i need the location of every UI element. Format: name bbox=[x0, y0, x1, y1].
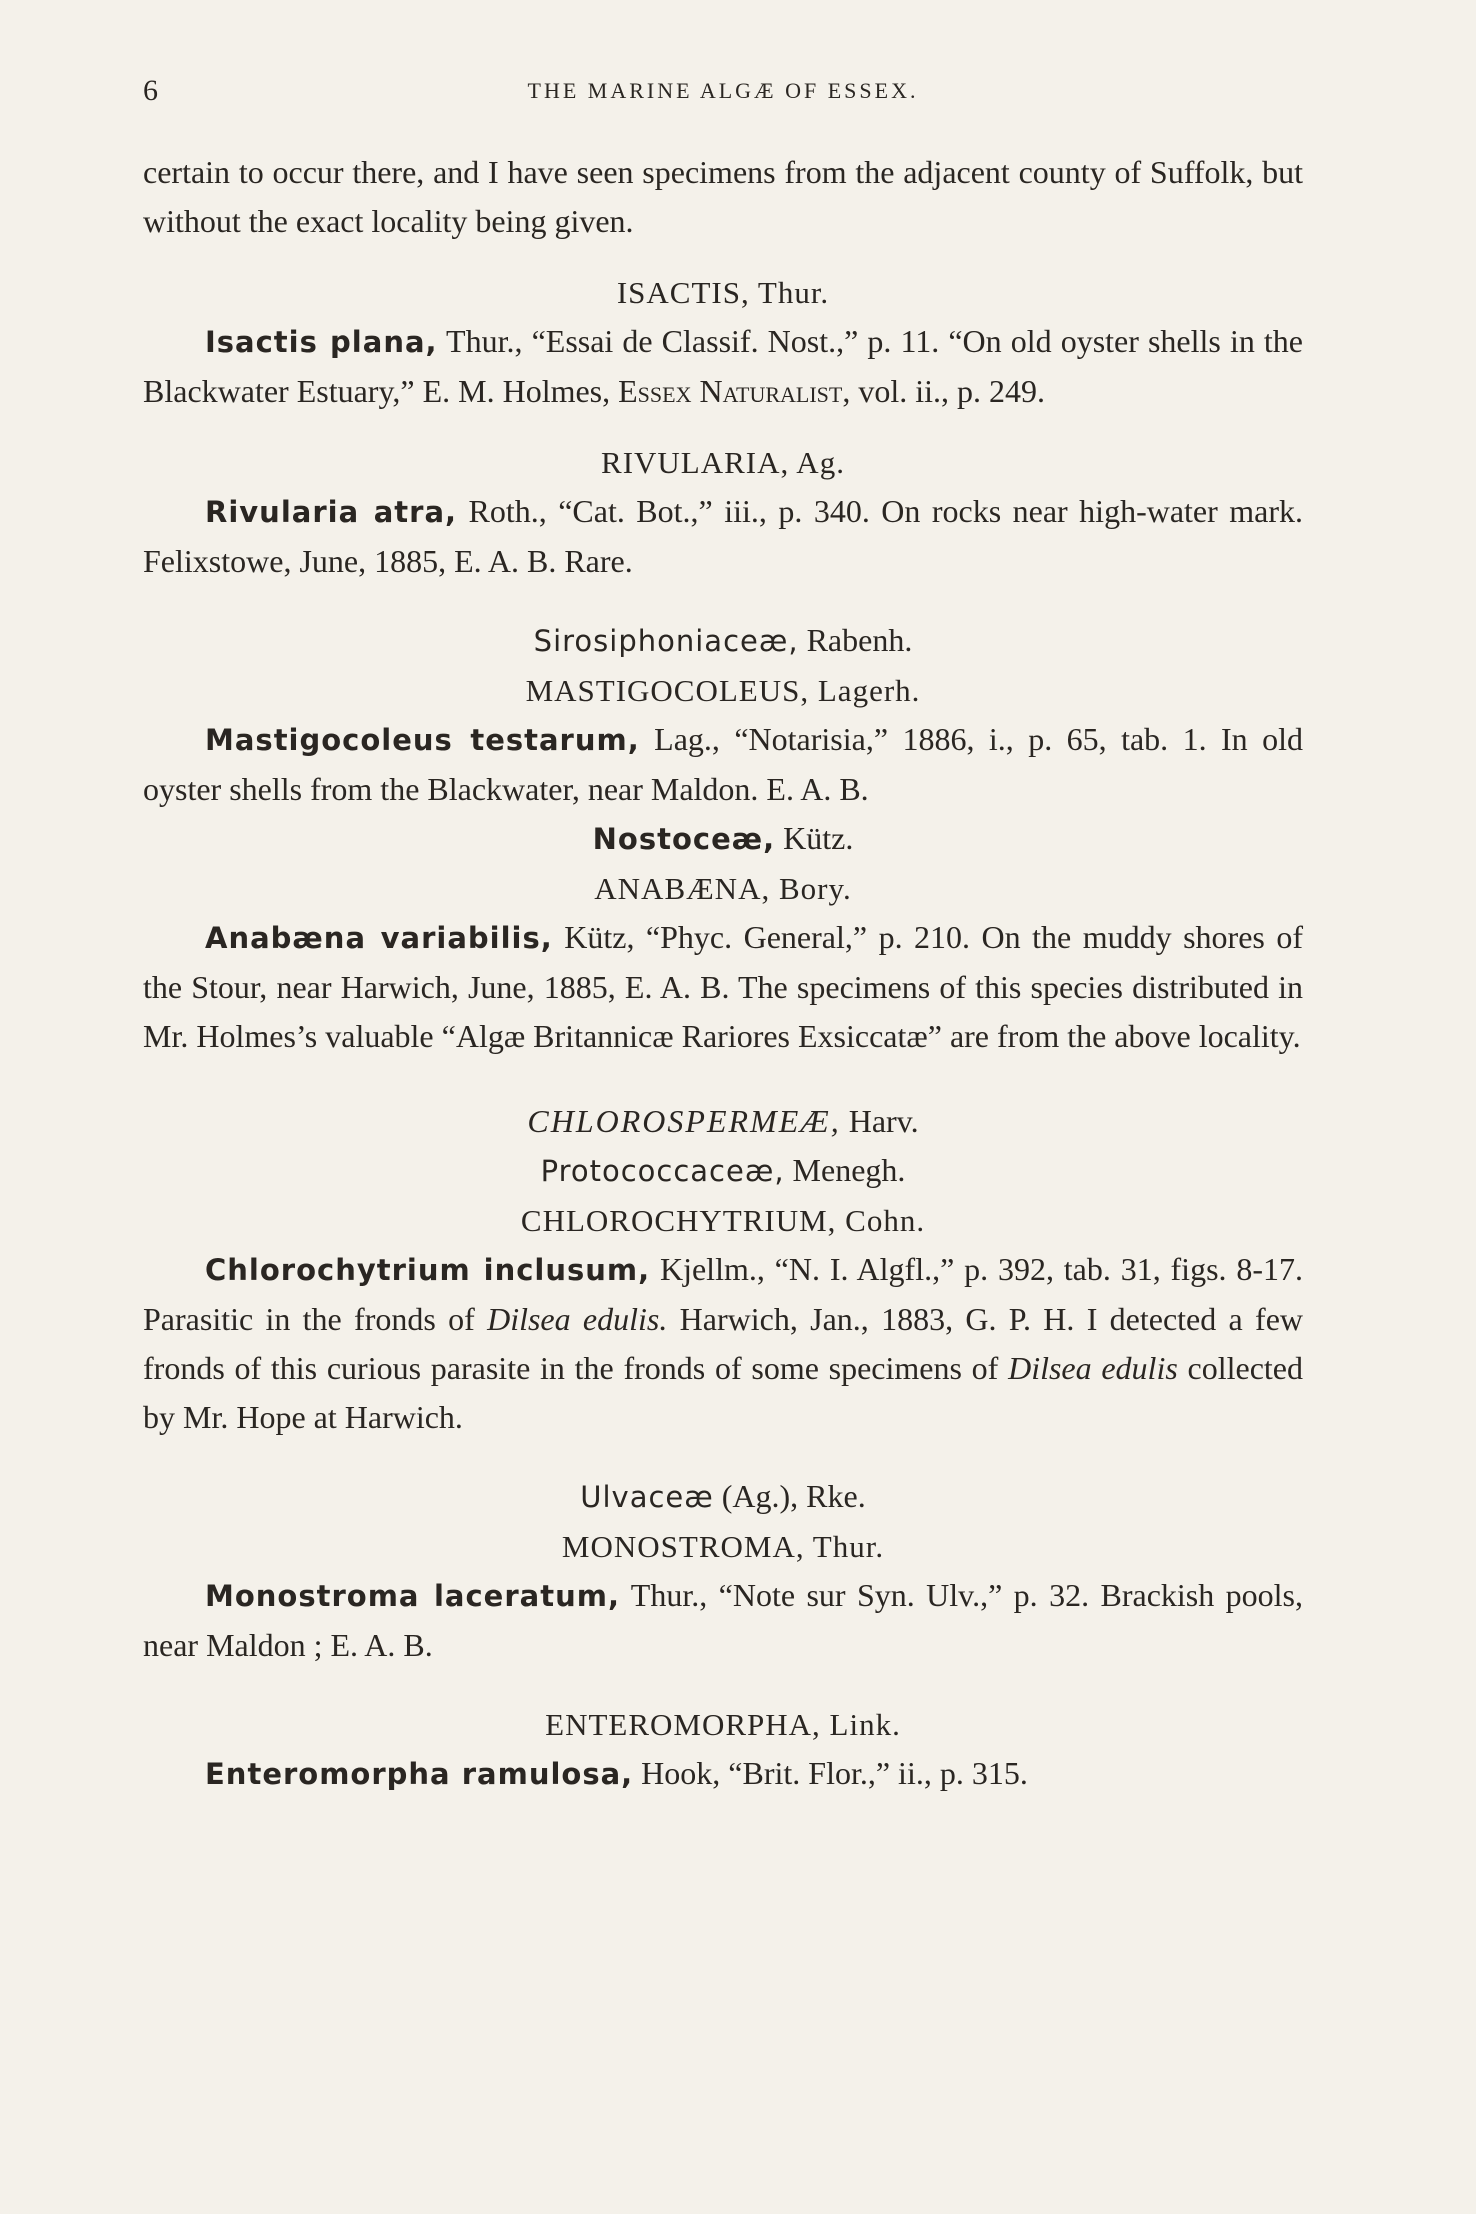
species-name: Rivularia atra, bbox=[205, 495, 458, 529]
species-citation: Harwich, Jan., 1883, G. P. H. I detected a few fronds of this curious parasite in the fronds of some specimens of bbox=[143, 1301, 1304, 1386]
species-citation: Kjellm., “N. I. Algfl.,” p. 392, tab. 31, figs. 8-17. Parasitic in the fronds of bbox=[143, 1251, 1304, 1337]
species-entry-chlorochytrium bbox=[143, 1245, 1303, 1442]
family-heading-sirosiphoniaceae bbox=[143, 616, 1303, 666]
order-author: Harv. bbox=[840, 1103, 919, 1139]
species-entry-monostroma bbox=[143, 1571, 1303, 1670]
species-name: Chlorochytrium inclusum, bbox=[205, 1253, 651, 1287]
genus-heading-mastigocoleus: MASTIGOCOLEUS, Lagerh. bbox=[525, 673, 921, 708]
genus-heading-enteromorpha: ENTEROMORPHA, Link. bbox=[545, 1707, 901, 1742]
genus-heading-chlorochytrium: CHLOROCHYTRIUM, Cohn. bbox=[520, 1203, 926, 1238]
page-body bbox=[143, 148, 1303, 1799]
page-header bbox=[143, 74, 1303, 114]
family-name: Protococcaceæ, bbox=[540, 1154, 785, 1188]
species-entry-rivularia bbox=[143, 487, 1303, 586]
order-heading-chlorospermeae bbox=[143, 1097, 1303, 1146]
host-species-name: Dilsea edulis bbox=[1008, 1350, 1178, 1386]
intro-paragraph: certain to occur there, and I have seen specimens from the adjacent county of Suffolk, but without the exact locality being given. bbox=[143, 154, 1303, 239]
species-entry-anabaena bbox=[143, 913, 1303, 1061]
species-name: Enteromorpha ramulosa, bbox=[205, 1757, 634, 1791]
species-citation: Hook, “Brit. Flor.,” ii., p. 315. bbox=[633, 1755, 1028, 1791]
family-author: (Ag.), Rke. bbox=[713, 1478, 866, 1514]
family-author: Rabenh. bbox=[798, 622, 913, 658]
species-name: Monostroma laceratum, bbox=[205, 1579, 620, 1613]
genus-heading-isactis: ISACTIS, Thur. bbox=[616, 275, 830, 310]
page-number: 6 bbox=[143, 74, 158, 107]
species-name: Anabæna variabilis, bbox=[205, 921, 553, 955]
genus-heading-anabaena: ANABÆNA, Bory. bbox=[594, 871, 852, 906]
journal-name: Essex Naturalist bbox=[618, 373, 843, 409]
species-citation: , vol. ii., p. 249. bbox=[842, 373, 1046, 409]
family-name: Nostoceæ, bbox=[592, 822, 776, 856]
family-name: Ulvaceæ bbox=[580, 1480, 714, 1514]
species-entry-enteromorpha bbox=[143, 1749, 1303, 1799]
family-author: Kütz. bbox=[775, 820, 854, 856]
host-species-name: Dilsea edulis. bbox=[487, 1301, 668, 1337]
genus-heading-monostroma: MONOSTROMA, Thur. bbox=[561, 1529, 885, 1564]
family-name: Sirosiphoniaceæ, bbox=[533, 624, 799, 658]
family-heading-protococcaceae bbox=[143, 1146, 1303, 1196]
family-author: Menegh. bbox=[784, 1152, 906, 1188]
genus-heading-rivularia: RIVULARIA, Ag. bbox=[601, 445, 845, 480]
species-citation: Kütz, “Phyc. General,” p. 210. On the muddy shores of the Stour, near Harwich, June, 1885, E. A. B. The specimens of this species distributed in Mr. Holmes’s valuable “Algæ Britannicæ Rariores Exsiccatæ” are from the above locality. bbox=[143, 919, 1303, 1054]
species-citation: collected by Mr. Hope at Harwich. bbox=[143, 1350, 1304, 1435]
family-heading-nostoceae bbox=[143, 814, 1303, 864]
species-citation: Roth., “Cat. Bot.,” iii., p. 340. On rocks near high-water mark. Felixstowe, June, 1885, E. A. B. Rare. bbox=[143, 493, 1304, 579]
species-citation: Lag., “Notarisia,” 1886, i., p. 65, tab. 1. In old oyster shells from the Blackwater, near Maldon. E. A. B. bbox=[143, 721, 1303, 807]
running-title: THE MARINE ALGÆ OF ESSEX. bbox=[527, 78, 919, 103]
species-entry-isactis bbox=[143, 317, 1303, 416]
species-citation: Thur., “Note sur Syn. Ulv.,” p. 32. Brackish pools, near Maldon ; E. A. B. bbox=[143, 1577, 1303, 1663]
order-name: CHLOROSPERMEÆ, bbox=[527, 1103, 841, 1139]
species-name: Mastigocoleus testarum, bbox=[205, 723, 640, 757]
species-entry-mastigocoleus bbox=[143, 715, 1303, 814]
species-name: Isactis plana, bbox=[205, 325, 438, 359]
species-citation: Thur., “Essai de Classif. Nost.,” p. 11. “On old oyster shells in the Blackwater Estuary,” E. M. Holmes, bbox=[143, 323, 1304, 409]
family-heading-ulvaceae bbox=[143, 1472, 1303, 1522]
